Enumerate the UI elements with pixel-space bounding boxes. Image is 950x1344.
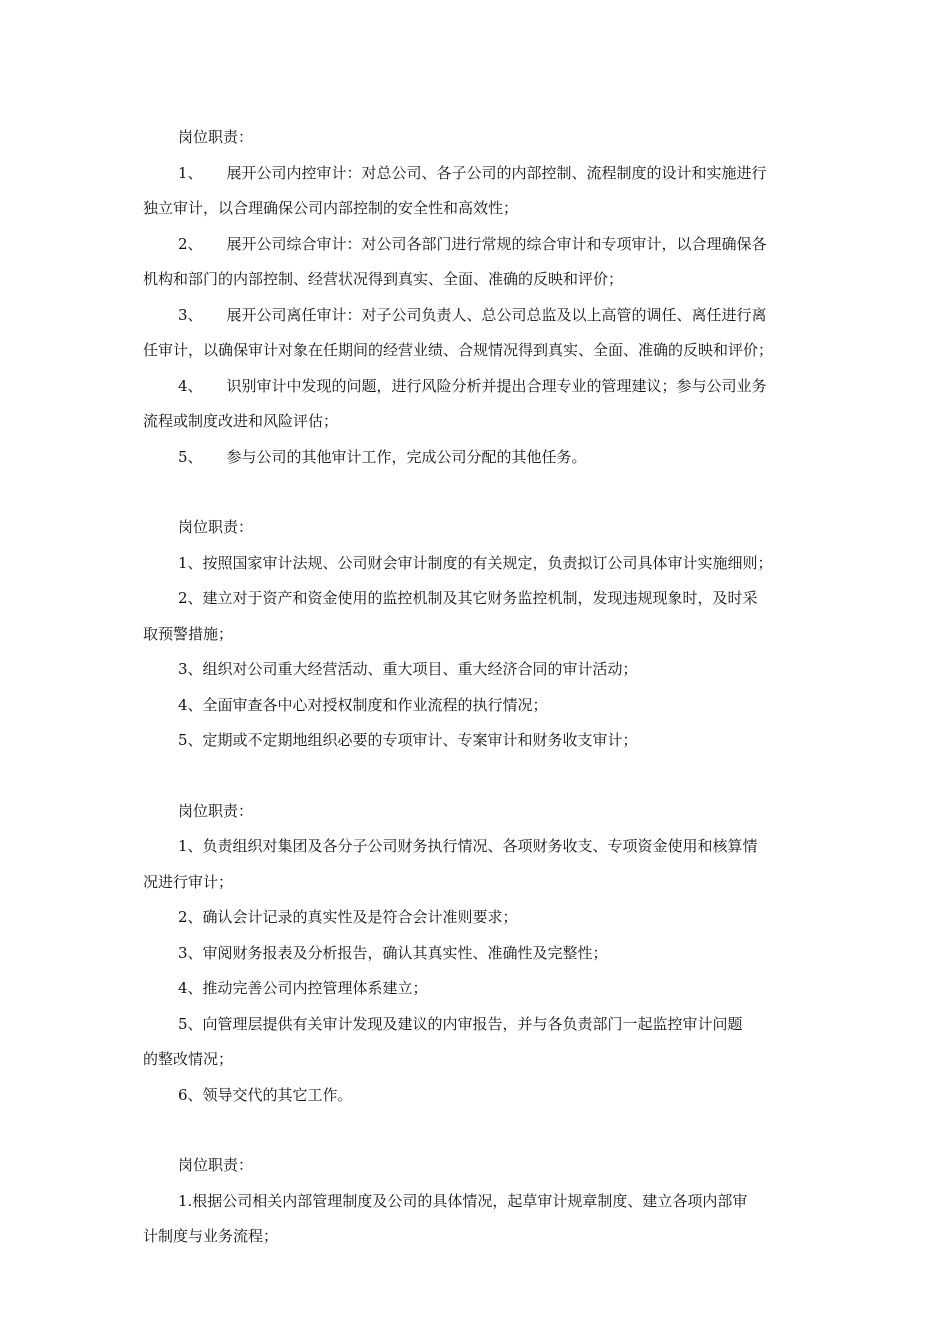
duty-item: 3、组织对公司重大经营活动、重大项目、重大经济合同的审计活动； bbox=[178, 660, 638, 678]
job-duties-section bbox=[143, 510, 813, 759]
duty-item-text: 展开公司内控审计：对总公司、各子公司的内部控制、流程制度的设计和实施进行 bbox=[226, 163, 767, 182]
duty-item: 5、定期或不定期地组织必要的专项审计、专案审计和财务收支审计； bbox=[178, 731, 638, 749]
duty-continuation-line: 任审计，以确保审计对象在任期间的经营业绩、合规情况得到真实、全面、准确的反映和评价； bbox=[143, 341, 774, 359]
duty-continuation-line: 取预警措施； bbox=[143, 624, 234, 643]
duty-continuation-line: 独立审计，以合理确保公司内部控制的安全性和高效性； bbox=[143, 199, 519, 217]
section-heading: 岗位职责： bbox=[178, 518, 254, 536]
duty-item: 2、建立对于资产和资金使用的监控机制及其它财务监控机制，发现违规现象时，及时采 bbox=[178, 589, 758, 607]
section-heading: 岗位职责： bbox=[178, 1156, 254, 1174]
duty-item: 6、领导交代的其它工作。 bbox=[178, 1085, 353, 1104]
duty-item bbox=[143, 298, 813, 334]
section-heading: 岗位职责： bbox=[178, 128, 254, 146]
duty-item bbox=[143, 227, 813, 263]
duty-item-text: 展开公司综合审计：对公司各部门进行常规的综合审计和专项审计，以合理确保各 bbox=[226, 234, 767, 253]
duty-item: 5、向管理层提供有关审计发现及建议的内审报告，并与各负责部门一起监控审计问题 bbox=[178, 1014, 743, 1033]
duty-item-number: 4、 bbox=[178, 376, 203, 395]
duty-continuation-line: 机构和部门的内部控制、经营状况得到真实、全面、准确的反映和评价； bbox=[143, 270, 624, 288]
duty-item: 4、全面审查各中心对授权制度和作业流程的执行情况； bbox=[178, 695, 548, 714]
duty-item-text: 参与公司的其他审计工作，完成公司分配的其他任务。 bbox=[226, 447, 587, 466]
duty-item-text: 识别审计中发现的问题，进行风险分析并提出合理专业的管理建议；参与公司业务 bbox=[226, 376, 767, 395]
duty-continuation-line: 流程或制度改进和风险评估； bbox=[143, 412, 339, 430]
duty-item: 1、按照国家审计法规、公司财会审计制度的有关规定，负责拟订公司具体审计实施细则； bbox=[178, 553, 773, 572]
duty-item-number: 2、 bbox=[178, 234, 203, 253]
duty-item: 3、审阅财务报表及分析报告，确认其真实性、准确性及完整性； bbox=[178, 943, 608, 962]
job-duties-section bbox=[143, 120, 813, 475]
duty-item bbox=[143, 156, 813, 192]
section-heading: 岗位职责： bbox=[178, 801, 254, 820]
duty-item bbox=[143, 440, 813, 476]
duty-item: 1、负责组织对集团及各分子公司财务执行情况、各项财务收支、专项资金使用和核算情 bbox=[178, 837, 758, 855]
duty-item: 2、确认会计记录的真实性及是符合会计准则要求； bbox=[178, 908, 518, 926]
duty-continuation-line: 计制度与业务流程； bbox=[143, 1227, 279, 1245]
duty-continuation-line: 况进行审计； bbox=[143, 872, 234, 891]
job-duties-section bbox=[143, 794, 813, 1114]
duty-item bbox=[143, 369, 813, 405]
duty-item-number: 1、 bbox=[178, 163, 203, 182]
duty-item: 4、推动完善公司内控管理体系建立； bbox=[178, 979, 428, 997]
duty-item: 1.根据公司相关内部管理制度及公司的具体情况，起草审计规章制度、建立各项内部审 bbox=[178, 1191, 748, 1210]
duty-item-number: 5、 bbox=[178, 447, 203, 466]
job-duties-section bbox=[143, 1148, 813, 1255]
duty-item-number: 3、 bbox=[178, 305, 203, 324]
duty-item-text: 展开公司离任审计：对子公司负责人、总公司总监及以上高管的调任、离任进行离 bbox=[226, 305, 767, 324]
duty-continuation-line: 的整改情况； bbox=[143, 1050, 234, 1068]
document-body bbox=[143, 120, 813, 1255]
